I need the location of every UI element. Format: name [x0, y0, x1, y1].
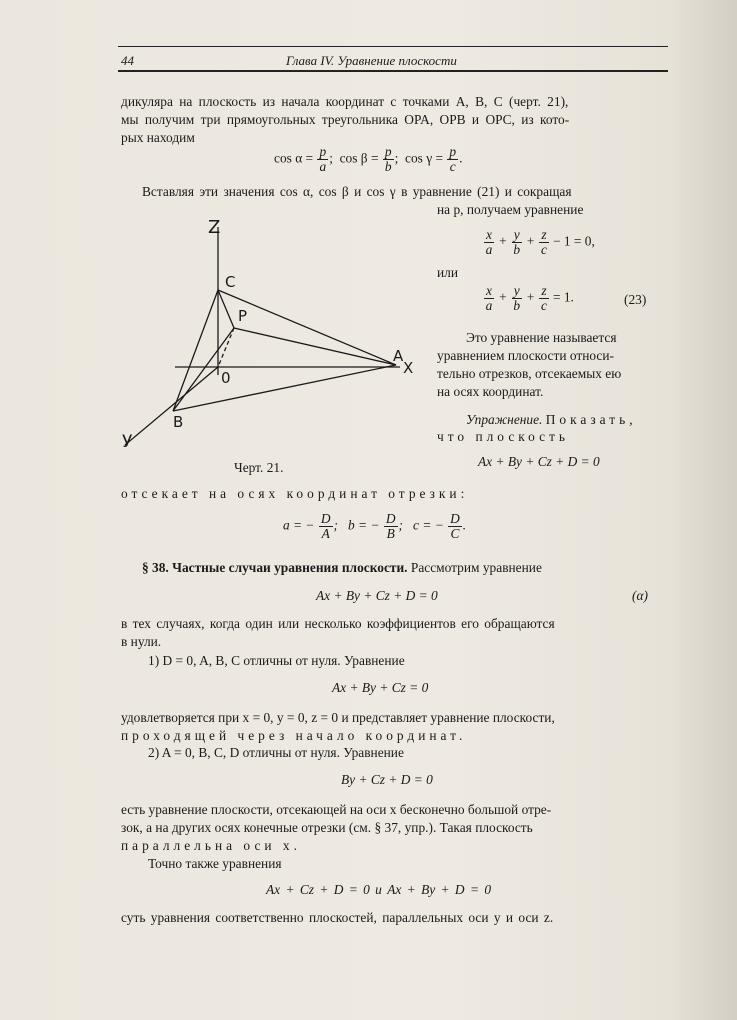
text-line: параллельна оси x. — [121, 838, 301, 853]
text-line: на p, получаем уравнение — [437, 202, 584, 217]
exercise-equation: Ax + By + Cz + D = 0 — [478, 454, 600, 469]
text-line: проходящей через начало координат. — [121, 728, 467, 743]
cos-alpha: cos α = — [274, 150, 314, 166]
header-rule — [118, 70, 668, 72]
label-b: B — [173, 413, 184, 431]
text-line: в нули. — [121, 634, 162, 649]
exercise-line: Упражнение. Показать, — [466, 412, 637, 427]
equation-number: (23) — [624, 292, 647, 307]
fraction: $\frac{p}{c}$ — [449, 144, 457, 174]
case-1: 1) D = 0, A, B, C отличны от нуля. Уравнение — [148, 653, 405, 668]
exercise-label: Упражнение. — [466, 412, 543, 427]
equation-number: (α) — [632, 588, 648, 603]
text-line: удовлетворяется при x = 0, y = 0, z = 0 и представляет уравнение плоскости, — [121, 710, 555, 725]
page-number: 44 — [121, 53, 134, 68]
header-rule-top — [118, 46, 668, 47]
label-p: P — [238, 307, 248, 325]
label-o: 0 — [221, 369, 231, 387]
equation-alpha: Ax + By + Cz + D = 0 — [316, 588, 438, 603]
cos-formulas: cos α = $\frac{p}{a}$ ; cos β = $\frac{p}{b}$ ; cos γ = $\frac{p}{c}$ . — [274, 144, 463, 174]
label-z: Z — [208, 217, 221, 238]
equation-23: $\frac{x}{a}$ + $\frac{y}{b}$ + $\frac{z}{c}$ = 1. — [485, 283, 574, 313]
text-line: зок, а на других осях конечные отрезки (см. § 37, упр.). Такая плоскость — [121, 820, 533, 835]
case-2: 2) A = 0, B, C, D отличны от нуля. Уравнение — [148, 745, 404, 760]
equation-case-2: By + Cz + D = 0 — [341, 772, 433, 787]
section-heading: § 38. Частные случаи уравнения плоскости. Рассмотрим уравнение — [142, 560, 542, 575]
text-line: в тех случаях, когда один или несколько коэффициентов его обращаются — [121, 616, 555, 631]
text-line: тельно отрезков, отсекаемых ею — [437, 366, 622, 381]
fraction: $\frac{p}{b}$ — [384, 144, 392, 174]
segments-formula: a = − $\frac{D}{A}$ ; b = − $\frac{D}{B}$ ; c = − $\frac{D}{C}$ . — [283, 511, 467, 541]
edge-ca — [218, 290, 396, 365]
equation-case-1: Ax + By + Cz = 0 — [332, 680, 429, 695]
edge-ba — [173, 365, 396, 411]
section-title: § 38. Частные случаи уравнения плоскости. — [142, 560, 408, 575]
running-title: Глава IV. Уравнение плоскости — [286, 53, 457, 68]
text-line: на осях координат. — [437, 384, 544, 399]
label-c: C — [225, 273, 236, 291]
text-line: уравнением плоскости относи- — [437, 348, 614, 363]
text-line: есть уравнение плоскости, отсекающей на оси x бесконечно большой отре- — [121, 802, 552, 817]
text-line: что плоскость — [437, 429, 570, 444]
label-x: X — [403, 359, 414, 377]
fraction: $\frac{p}{a}$ — [319, 144, 327, 174]
text-line: Точно также уравнения — [148, 856, 282, 871]
text-line: мы получим три прямоугольных треугольника OPA, OPB и OPC, из кото- — [121, 112, 570, 127]
figure-21 — [110, 215, 430, 485]
text-line: рых находим — [121, 130, 195, 145]
line-pa — [234, 328, 396, 365]
figure-caption: Черт. 21. — [234, 460, 284, 475]
label-y: У — [122, 432, 133, 452]
text-line: отсекает на осях координат отрезки: — [121, 486, 469, 501]
text-or: или — [437, 265, 459, 280]
cos-beta: cos β = — [339, 150, 379, 166]
label-a: A — [393, 347, 404, 365]
equation-pair: Ax + Cz + D = 0 и Ax + By + D = 0 — [266, 882, 492, 897]
text-line: дикуляра на плоскость из начала координат с точками A, B, C (черт. 21), — [121, 94, 569, 109]
y-axis — [125, 367, 218, 445]
edge-cb — [173, 290, 218, 411]
equation-intercepts: $\frac{x}{a}$ + $\frac{y}{b}$ + $\frac{z}{c}$ − 1 = 0, — [485, 227, 595, 257]
cos-gamma: cos γ = — [405, 150, 444, 166]
text-line: Вставляя эти значения cos α, cos β и cos γ в уравнение (21) и сокращая — [142, 184, 572, 199]
text-line: Это уравнение называется — [466, 330, 617, 345]
page-shadow — [667, 0, 737, 1020]
text-line: суть уравнения соответственно плоскостей, параллельных оси y и оси z. — [121, 910, 554, 925]
